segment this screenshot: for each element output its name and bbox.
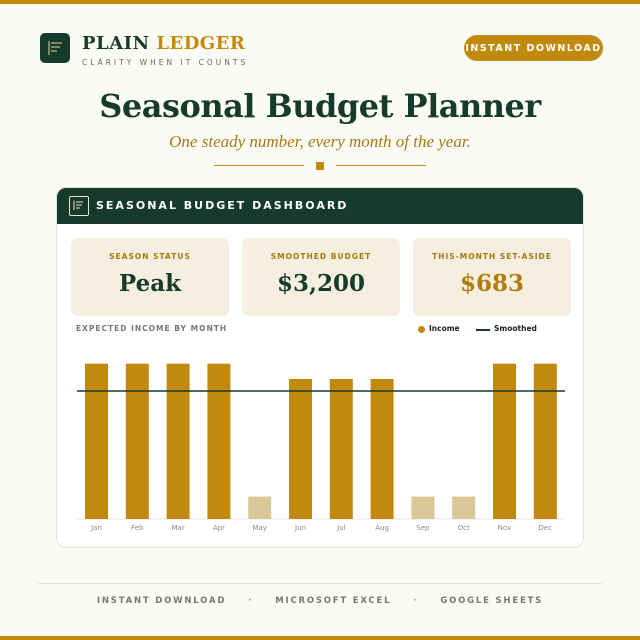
dashboard-card [56, 187, 584, 548]
legend-smoothed-swatch [476, 329, 490, 331]
tick-label-jun: Jun [295, 524, 306, 532]
income-bar-chart [57, 338, 584, 538]
footer-item-download: INSTANT DOWNLOAD [96, 596, 227, 606]
stat-label: SEASON STATUS [109, 252, 191, 261]
stat-label: THIS-MONTH SET-ASIDE [432, 252, 552, 261]
divider-line-left [214, 165, 304, 166]
brand-tagline: CLARITY WHEN IT COUNTS [82, 58, 249, 67]
stat-value: $683 [459, 270, 524, 297]
footer-item-excel: MICROSOFT EXCEL [275, 596, 392, 606]
tick-label-aug: Aug [375, 524, 389, 532]
legend-income-swatch [418, 326, 425, 333]
bar-sep [411, 497, 434, 519]
divider-line-right [336, 165, 426, 166]
stat-value: $3,200 [276, 270, 366, 297]
smoothed-budget-card [242, 238, 400, 316]
bar-jul [330, 379, 353, 519]
brand-name-part1: PLAIN [82, 33, 150, 54]
tick-label-nov: Nov [497, 524, 512, 532]
legend-smoothed-label: Smoothed [494, 324, 537, 333]
footer-divider [38, 583, 602, 584]
page-title: Seasonal Budget Planner [99, 87, 541, 125]
bar-feb [126, 364, 149, 519]
bottom-accent-bar [0, 636, 640, 640]
footer-separator: · [413, 596, 419, 606]
set-aside-card [413, 238, 571, 316]
bar-mar [167, 364, 190, 519]
bar-nov [493, 364, 516, 519]
brand-name-part2: LEDGER [156, 33, 246, 54]
stat-label: SMOOTHED BUDGET [270, 252, 372, 261]
bar-jun [289, 379, 312, 519]
dashboard-header [57, 188, 584, 224]
instant-download-button[interactable]: INSTANT DOWNLOAD [464, 35, 603, 61]
dashboard-title: SEASONAL BUDGET DASHBOARD [96, 199, 349, 212]
tick-label-oct: Oct [457, 524, 470, 532]
bar-dec [534, 364, 557, 519]
tick-label-apr: Apr [212, 524, 225, 532]
tick-label-mar: Mar [171, 524, 185, 532]
tick-label-jan: Jan [91, 524, 102, 532]
legend-income-label: Income [429, 324, 460, 333]
bar-oct [452, 497, 475, 519]
brand-name [82, 33, 245, 54]
tick-label-dec: Dec [538, 524, 553, 532]
bar-apr [207, 364, 230, 519]
top-accent-bar [0, 0, 640, 4]
footer-item-sheets: GOOGLE SHEETS [440, 596, 544, 606]
bar-aug [371, 379, 394, 519]
bar-jan [85, 364, 108, 519]
tick-label-feb: Feb [131, 524, 144, 532]
bar-may [248, 497, 271, 519]
season-status-card [71, 238, 229, 316]
ledger-lines-icon [69, 196, 89, 216]
footer [0, 596, 640, 606]
chart-title: EXPECTED INCOME BY MONTH [76, 324, 228, 333]
page-subtitle: One steady number, every month of the year. [169, 132, 471, 151]
tick-label-sep: Sep [416, 524, 430, 532]
divider-diamond [316, 162, 324, 170]
ledger-lines-icon [40, 33, 70, 63]
tick-label-may: May [252, 524, 267, 532]
footer-separator: · [248, 596, 254, 606]
tick-label-jul: Jul [337, 524, 346, 532]
stat-value: Peak [118, 270, 182, 297]
